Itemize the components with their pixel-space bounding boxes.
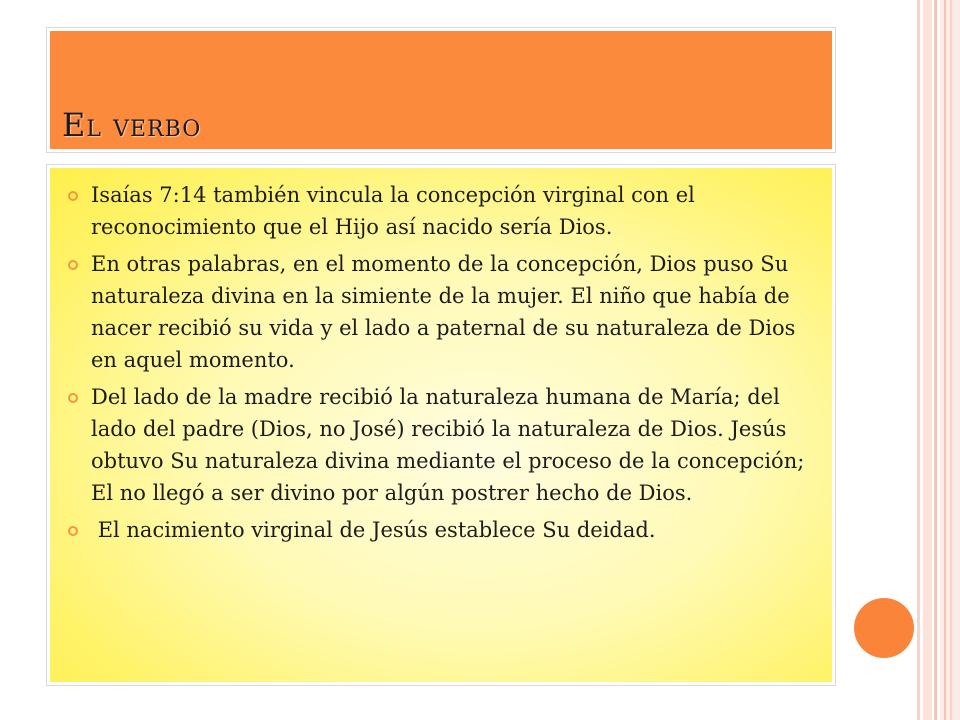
bullet-list: [70, 179, 820, 551]
bullet-text: Isaías 7:14 también vincula la concepción virginal con el reconocimiento que el Hijo así nacido sería Dios.: [91, 183, 695, 239]
bullet-item: [70, 381, 820, 509]
bullet-item: [70, 179, 820, 243]
ring-bullet-icon: [68, 526, 78, 536]
decorative-stripe: [944, 0, 946, 720]
bullet-text: Del lado de la madre recibió la naturaleza humana de María; del lado del padre (Dios, no José) recibió la naturaleza de Dios. Jesús obtuvo Su naturaleza divina mediante el proceso de la concepción; El no llegó a ser divino por algún postrer hecho de Dios.: [91, 385, 805, 505]
ring-bullet-icon: [68, 191, 78, 201]
ring-bullet-icon: [68, 260, 78, 270]
decorative-stripe: [923, 0, 932, 720]
bullet-item: [70, 514, 820, 546]
bullet-text: En otras palabras, en el momento de la concepción, Dios puso Su naturaleza divina en la simiente de la mujer. El niño que había de nacer recibió su vida y el lado a paternal de su naturaleza de Dios en aquel momento.: [91, 252, 796, 372]
ring-bullet-icon: [68, 393, 78, 403]
decorative-stripe: [950, 0, 952, 720]
bullet-item: [70, 248, 820, 376]
title-banner: [47, 28, 835, 152]
slide-title: El verbo: [62, 106, 202, 144]
bullet-text: El nacimiento virginal de Jesús establece Su deidad.: [91, 518, 656, 542]
decorative-circle: [854, 598, 914, 658]
content-panel: [47, 165, 835, 685]
decorative-stripe: [917, 0, 920, 720]
decorative-stripe: [934, 0, 937, 720]
